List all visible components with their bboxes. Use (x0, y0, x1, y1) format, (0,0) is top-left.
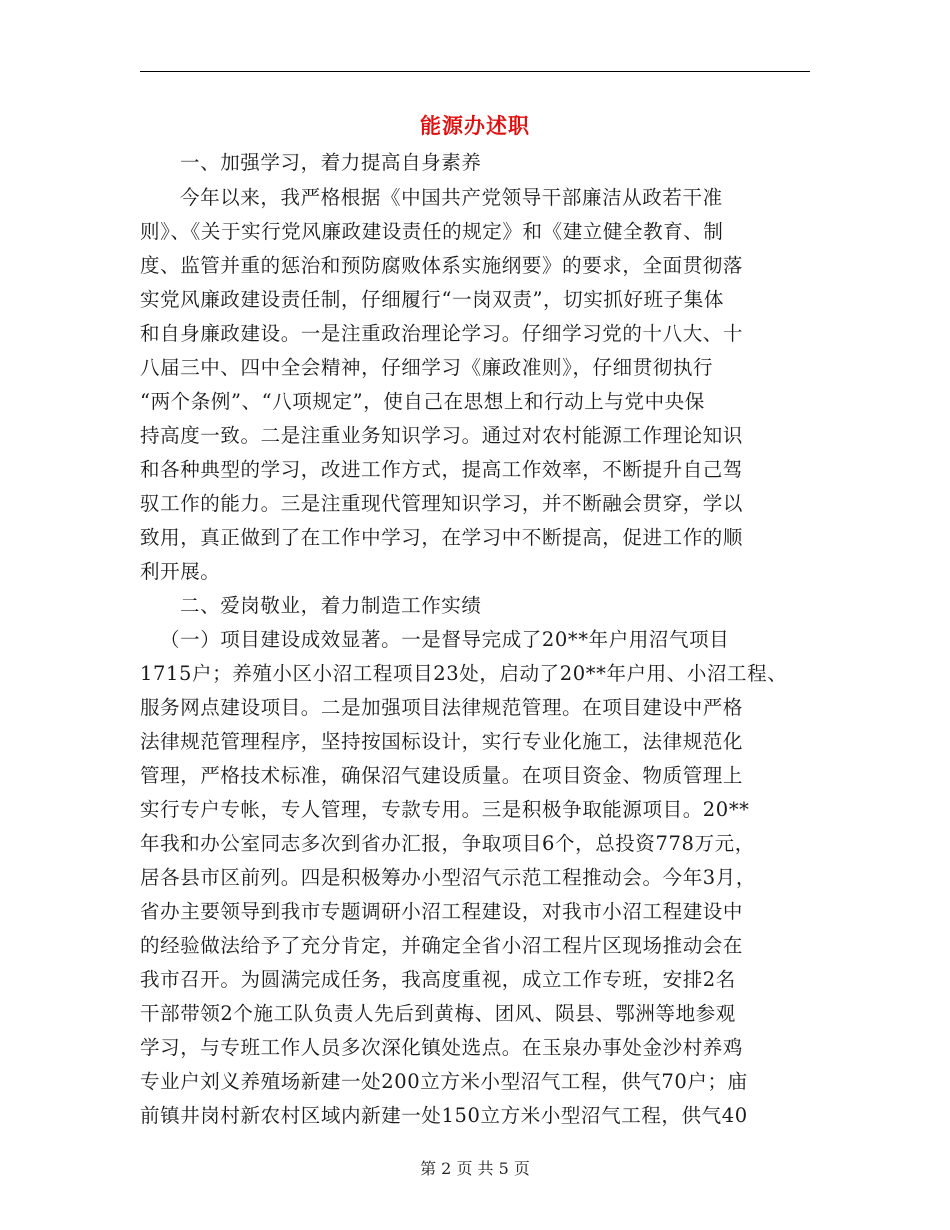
paragraph-line: （一）项目建设成效显著。一是督导完成了20**年户用沼气项目 (160, 628, 730, 651)
paragraph-line: 服务网点建设项目。二是加强项目法律规范管理。在项目建设中严格 (140, 696, 744, 719)
paragraph-line: 今年以来，我严格根据《中国共产党领导干部廉洁从政若干准 (180, 186, 723, 209)
paragraph-line: 省办主要领导到我市专题调研小沼工程建设，对我市小沼工程建设中 (140, 900, 744, 923)
paragraph-line: 八届三中、四中全会精神，仔细学习《廉政准则》，仔细贯彻执行 (140, 356, 714, 379)
paragraph-line: 年我和办公室同志多次到省办汇报，争取项目6个，总投资778万元， (140, 832, 755, 855)
paragraph-line: 则》、《关于实行党风廉政建设责任的规定》和《建立健全教育、制 (140, 220, 724, 243)
paragraph-line: 法律规范管理程序，坚持按国标设计，实行专业化施工，法律规范化 (140, 730, 744, 753)
paragraph-line: 1715户；养殖小区小沼工程项目23处，启动了20**年户用、小沼工程、 (140, 662, 788, 685)
paragraph-line: 居各县市区前列。四是积极筹办小型沼气示范工程推动会。今年3月， (140, 866, 757, 889)
paragraph-line: 和各种典型的学习，改进工作方式，提高工作效率，不断提升自己驾 (140, 458, 744, 481)
paragraph-line: 实行专户专帐，专人管理，专款专用。三是积极争取能源项目。20** (140, 798, 750, 821)
paragraph-line: 的经验做法给予了充分肯定，并确定全省小沼工程片区现场推动会在 (140, 934, 744, 957)
paragraph-line: 管理，严格技术标准，确保沼气建设质量。在项目资金、物质管理上 (140, 764, 744, 787)
section-heading: 二、爱岗敬业，着力制造工作实绩 (180, 594, 482, 617)
paragraph-line: 致用，真正做到了在工作中学习，在学习中不断提高，促进工作的顺 (140, 526, 744, 549)
page-number: 第 2 页 共 5 页 (420, 1159, 530, 1178)
paragraph-line: 驭工作的能力。三是注重现代管理知识学习，并不断融会贯穿，学以 (140, 492, 744, 515)
paragraph-line: 学习，与专班工作人员多次深化镇处选点。在玉泉办事处金沙村养鸡 (140, 1036, 744, 1059)
section-heading: 一、加强学习，着力提高自身素养 (180, 151, 482, 174)
document-title: 能源办述职 (420, 113, 530, 138)
paragraph-line: “两个条例”、“八项规定”，使自己在思想上和行动上与党中央保 (140, 390, 705, 413)
paragraph-line: 专业户刘义养殖场新建一处200立方米小型沼气工程，供气70户；庙 (140, 1070, 748, 1093)
paragraph-line: 干部带领2个施工队负责人先后到黄梅、团风、陨县、鄂洲等地参观 (140, 1002, 736, 1025)
paragraph-line: 和自身廉政建设。一是注重政治理论学习。仔细学习党的十八大、十 (140, 322, 744, 345)
paragraph-line: 度、监管并重的惩治和预防腐败体系实施纲要》的要求，全面贯彻落 (140, 254, 744, 277)
paragraph-line: 实党风廉政建设责任制，仔细履行“一岗双责”，切实抓好班子集体 (140, 288, 724, 311)
paragraph-line: 前镇井岗村新农村区域内新建一处150立方米小型沼气工程，供气40 (140, 1104, 748, 1127)
header-rule (140, 71, 810, 72)
paragraph-line: 我市召开。为圆满完成任务，我高度重视，成立工作专班，安排2名 (140, 968, 736, 991)
paragraph-line: 利开展。 (140, 560, 221, 583)
paragraph-line: 持高度一致。二是注重业务知识学习。通过对农村能源工作理论知识 (140, 424, 744, 447)
